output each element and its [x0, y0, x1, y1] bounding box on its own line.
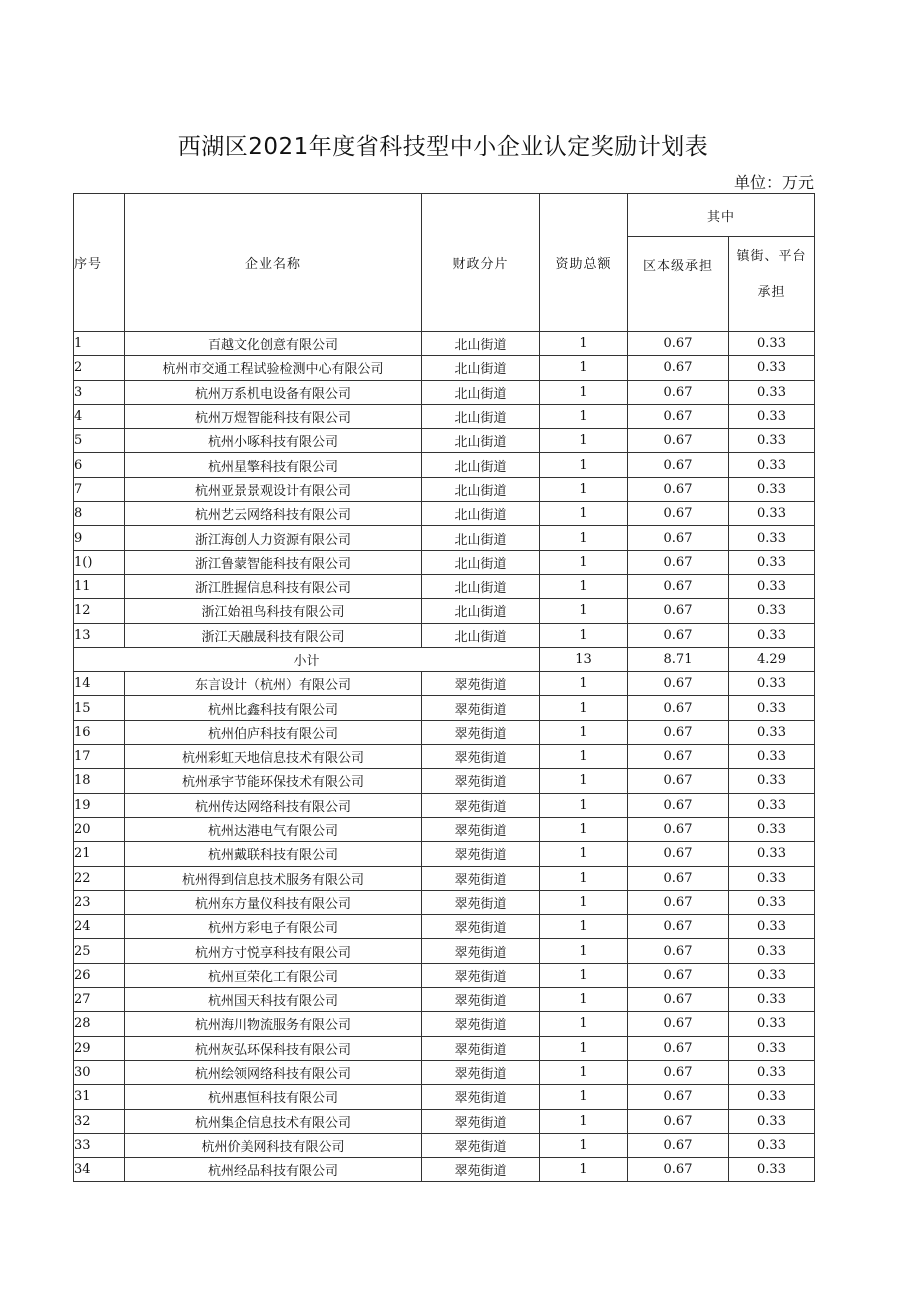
row-district: 翠苑街道 [422, 866, 540, 890]
row-total: 1 [540, 1012, 628, 1036]
row-town-share: 0.33 [729, 963, 815, 987]
row-company-name: 百越文化创意有限公司 [125, 332, 422, 356]
row-total: 1 [540, 502, 628, 526]
row-district: 翠苑街道 [422, 1085, 540, 1109]
row-total: 1 [540, 477, 628, 501]
row-total: 1 [540, 356, 628, 380]
row-district-share: 0.67 [628, 356, 729, 380]
row-district: 翠苑街道 [422, 1158, 540, 1182]
row-total: 1 [540, 696, 628, 720]
row-company-name: 杭州亘荣化工有限公司 [125, 963, 422, 987]
row-seq: 26 [74, 963, 125, 987]
subtotal-label: 小计 [74, 647, 540, 671]
row-total: 1 [540, 623, 628, 647]
row-town-share: 0.33 [729, 988, 815, 1012]
row-district: 翠苑街道 [422, 769, 540, 793]
row-seq: 8 [74, 502, 125, 526]
row-total: 1 [540, 866, 628, 890]
row-company-name: 浙江胜握信息科技有限公司 [125, 574, 422, 598]
table-row [74, 550, 815, 574]
page-title: 西湖区2021年度省科技型中小企业认定奖励计划表 [177, 134, 709, 160]
row-company-name: 东言设计（杭州）有限公司 [125, 672, 422, 696]
row-total: 1 [540, 1109, 628, 1133]
row-company-name: 杭州市交通工程试验检测中心有限公司 [125, 356, 422, 380]
row-district-share: 0.67 [628, 842, 729, 866]
row-seq: 31 [74, 1085, 125, 1109]
table-row [74, 988, 815, 1012]
row-seq: 29 [74, 1036, 125, 1060]
row-company-name: 杭州惠恒科技有限公司 [125, 1085, 422, 1109]
row-district-share: 0.67 [628, 817, 729, 841]
row-town-share: 0.33 [729, 404, 815, 428]
row-seq: 11 [74, 574, 125, 598]
row-total: 1 [540, 769, 628, 793]
table-row [74, 526, 815, 550]
table-row [74, 817, 815, 841]
row-total: 1 [540, 963, 628, 987]
row-town-share: 0.33 [729, 526, 815, 550]
row-total: 1 [540, 745, 628, 769]
row-town-share: 0.33 [729, 939, 815, 963]
row-company-name: 杭州方寸悦享科技有限公司 [125, 939, 422, 963]
row-district: 翠苑街道 [422, 1133, 540, 1157]
row-district: 翠苑街道 [422, 1012, 540, 1036]
row-company-name: 杭州戴联科技有限公司 [125, 842, 422, 866]
row-district-share: 0.67 [628, 332, 729, 356]
row-company-name: 杭州万系机电设备有限公司 [125, 380, 422, 404]
row-seq: 2 [74, 356, 125, 380]
table-row [74, 696, 815, 720]
row-seq: 15 [74, 696, 125, 720]
table-row [74, 866, 815, 890]
table-row [74, 1109, 815, 1133]
row-district: 翠苑街道 [422, 842, 540, 866]
row-seq: 22 [74, 866, 125, 890]
row-company-name: 杭州艺云网络科技有限公司 [125, 502, 422, 526]
table-row [74, 380, 815, 404]
row-company-name: 杭州达港电气有限公司 [125, 817, 422, 841]
row-seq: 5 [74, 429, 125, 453]
row-district-share: 0.67 [628, 915, 729, 939]
row-seq: 18 [74, 769, 125, 793]
row-company-name: 杭州灰弘环保科技有限公司 [125, 1036, 422, 1060]
row-district-share: 0.67 [628, 429, 729, 453]
row-district: 翠苑街道 [422, 745, 540, 769]
row-total: 1 [540, 915, 628, 939]
row-district: 翠苑街道 [422, 817, 540, 841]
row-company-name: 杭州传达网络科技有限公司 [125, 793, 422, 817]
row-town-share: 0.33 [729, 842, 815, 866]
row-town-share: 0.33 [729, 380, 815, 404]
row-district: 北山街道 [422, 404, 540, 428]
row-district: 翠苑街道 [422, 672, 540, 696]
row-district: 北山街道 [422, 599, 540, 623]
row-town-share: 0.33 [729, 866, 815, 890]
row-seq: 9 [74, 526, 125, 550]
header-seq: 序号 [74, 194, 125, 332]
table-row [74, 623, 815, 647]
row-town-share: 0.33 [729, 1012, 815, 1036]
row-seq: 13 [74, 623, 125, 647]
row-district: 北山街道 [422, 477, 540, 501]
row-district-share: 0.67 [628, 1060, 729, 1084]
table-row [74, 404, 815, 428]
row-district-share: 0.67 [628, 696, 729, 720]
row-total: 1 [540, 842, 628, 866]
row-company-name: 杭州绘领网络科技有限公司 [125, 1060, 422, 1084]
row-town-share: 0.33 [729, 696, 815, 720]
row-total: 1 [540, 890, 628, 914]
row-district: 北山街道 [422, 550, 540, 574]
row-town-share: 0.33 [729, 1109, 815, 1133]
row-seq: 34 [74, 1158, 125, 1182]
row-seq: 14 [74, 672, 125, 696]
row-district-share: 0.67 [628, 623, 729, 647]
row-total: 1 [540, 793, 628, 817]
row-total: 1 [540, 404, 628, 428]
table-row [74, 915, 815, 939]
row-district-share: 0.67 [628, 477, 729, 501]
row-district: 翠苑街道 [422, 696, 540, 720]
row-district-share: 0.67 [628, 550, 729, 574]
table-row [74, 599, 815, 623]
row-seq: 28 [74, 1012, 125, 1036]
header-town-share [729, 237, 815, 332]
row-town-share: 0.33 [729, 793, 815, 817]
row-seq: 19 [74, 793, 125, 817]
row-company-name: 杭州价美网科技有限公司 [125, 1133, 422, 1157]
row-seq: 33 [74, 1133, 125, 1157]
table-row [74, 1085, 815, 1109]
row-district-share: 0.67 [628, 745, 729, 769]
row-district-share: 0.67 [628, 963, 729, 987]
table-row [74, 1158, 815, 1182]
header-town-share-line2: 承担 [757, 285, 786, 300]
unit-label: 单位：万元 [733, 173, 814, 192]
table-row [74, 842, 815, 866]
table-row [74, 1012, 815, 1036]
table-row [74, 672, 815, 696]
table-row [74, 963, 815, 987]
table-row [74, 574, 815, 598]
row-district-share: 0.67 [628, 380, 729, 404]
row-total: 1 [540, 332, 628, 356]
row-district: 北山街道 [422, 502, 540, 526]
row-town-share: 0.33 [729, 1133, 815, 1157]
table-row [74, 793, 815, 817]
row-town-share: 0.33 [729, 332, 815, 356]
row-district-share: 0.67 [628, 1109, 729, 1133]
row-district-share: 0.67 [628, 793, 729, 817]
row-town-share: 0.33 [729, 817, 815, 841]
row-company-name: 杭州东方量仪科技有限公司 [125, 890, 422, 914]
row-town-share: 0.33 [729, 769, 815, 793]
row-town-share: 0.33 [729, 915, 815, 939]
subtotal-row [74, 647, 815, 671]
row-district: 翠苑街道 [422, 939, 540, 963]
row-company-name: 杭州小啄科技有限公司 [125, 429, 422, 453]
row-total: 1 [540, 526, 628, 550]
row-seq: 20 [74, 817, 125, 841]
table-row [74, 939, 815, 963]
row-district-share: 0.67 [628, 1133, 729, 1157]
row-total: 1 [540, 988, 628, 1012]
table-row [74, 769, 815, 793]
row-district-share: 0.67 [628, 502, 729, 526]
row-district-share: 0.67 [628, 574, 729, 598]
row-company-name: 杭州方彩电子有限公司 [125, 915, 422, 939]
row-district-share: 0.67 [628, 890, 729, 914]
row-total: 1 [540, 453, 628, 477]
row-town-share: 0.33 [729, 1158, 815, 1182]
row-total: 1 [540, 380, 628, 404]
row-total: 1 [540, 574, 628, 598]
row-town-share: 0.33 [729, 1060, 815, 1084]
row-seq: 1() [74, 550, 125, 574]
header-row-1 [74, 194, 815, 237]
row-total: 1 [540, 672, 628, 696]
row-district-share: 0.67 [628, 672, 729, 696]
row-district: 翠苑街道 [422, 915, 540, 939]
row-district: 北山街道 [422, 574, 540, 598]
row-district: 北山街道 [422, 332, 540, 356]
row-district-share: 0.67 [628, 769, 729, 793]
row-company-name: 杭州国天科技有限公司 [125, 988, 422, 1012]
row-company-name: 杭州万煜智能科技有限公司 [125, 404, 422, 428]
row-company-name: 杭州得到信息技术服务有限公司 [125, 866, 422, 890]
row-total: 1 [540, 599, 628, 623]
row-seq: 12 [74, 599, 125, 623]
row-town-share: 0.33 [729, 477, 815, 501]
row-district: 翠苑街道 [422, 963, 540, 987]
subtotal-town-share: 4.29 [729, 647, 815, 671]
row-total: 1 [540, 1036, 628, 1060]
row-district-share: 0.67 [628, 1158, 729, 1182]
row-company-name: 杭州集企信息技术有限公司 [125, 1109, 422, 1133]
header-district-share: 区本级承担 [628, 237, 729, 332]
table-row [74, 477, 815, 501]
row-company-name: 浙江始祖鸟科技有限公司 [125, 599, 422, 623]
row-seq: 7 [74, 477, 125, 501]
row-seq: 6 [74, 453, 125, 477]
table-row [74, 453, 815, 477]
row-seq: 3 [74, 380, 125, 404]
row-town-share: 0.33 [729, 356, 815, 380]
header-town-share-line1: 镇街、平台 [736, 249, 807, 264]
row-seq: 25 [74, 939, 125, 963]
row-seq: 23 [74, 890, 125, 914]
row-seq: 4 [74, 404, 125, 428]
row-district-share: 0.67 [628, 404, 729, 428]
row-district: 北山街道 [422, 526, 540, 550]
row-town-share: 0.33 [729, 672, 815, 696]
row-total: 1 [540, 720, 628, 744]
row-district: 翠苑街道 [422, 988, 540, 1012]
row-total: 1 [540, 1158, 628, 1182]
row-district: 翠苑街道 [422, 890, 540, 914]
row-district-share: 0.67 [628, 1085, 729, 1109]
row-total: 1 [540, 1133, 628, 1157]
row-district-share: 0.67 [628, 1012, 729, 1036]
row-company-name: 杭州星擎科技有限公司 [125, 453, 422, 477]
row-company-name: 浙江天融晟科技有限公司 [125, 623, 422, 647]
row-total: 1 [540, 1085, 628, 1109]
table-row [74, 429, 815, 453]
row-town-share: 0.33 [729, 890, 815, 914]
row-total: 1 [540, 429, 628, 453]
table-row [74, 1133, 815, 1157]
row-company-name: 杭州亚景景观设计有限公司 [125, 477, 422, 501]
row-district: 翠苑街道 [422, 1109, 540, 1133]
row-company-name: 杭州海川物流服务有限公司 [125, 1012, 422, 1036]
row-seq: 32 [74, 1109, 125, 1133]
row-town-share: 0.33 [729, 1085, 815, 1109]
row-town-share: 0.33 [729, 1036, 815, 1060]
row-company-name: 杭州伯庐科技有限公司 [125, 720, 422, 744]
row-company-name: 杭州彩虹天地信息技术有限公司 [125, 745, 422, 769]
row-company-name: 杭州经品科技有限公司 [125, 1158, 422, 1182]
header-district: 财政分片 [422, 194, 540, 332]
row-total: 1 [540, 1060, 628, 1084]
header-total: 资助总额 [540, 194, 628, 332]
row-town-share: 0.33 [729, 745, 815, 769]
row-town-share: 0.33 [729, 720, 815, 744]
row-seq: 17 [74, 745, 125, 769]
row-company-name: 杭州承宇节能环保技术有限公司 [125, 769, 422, 793]
row-town-share: 0.33 [729, 429, 815, 453]
row-district-share: 0.67 [628, 939, 729, 963]
row-town-share: 0.33 [729, 599, 815, 623]
row-town-share: 0.33 [729, 623, 815, 647]
row-total: 1 [540, 550, 628, 574]
row-district-share: 0.67 [628, 526, 729, 550]
award-table [73, 193, 815, 1182]
row-company-name: 浙江海创人力资源有限公司 [125, 526, 422, 550]
header-of-which: 其中 [628, 194, 815, 237]
row-district-share: 0.67 [628, 599, 729, 623]
row-district: 北山街道 [422, 623, 540, 647]
row-district: 北山街道 [422, 453, 540, 477]
row-district-share: 0.67 [628, 453, 729, 477]
table-row [74, 356, 815, 380]
row-company-name: 杭州比鑫科技有限公司 [125, 696, 422, 720]
row-town-share: 0.33 [729, 453, 815, 477]
row-town-share: 0.33 [729, 502, 815, 526]
subtotal-total: 13 [540, 647, 628, 671]
subtotal-district-share: 8.71 [628, 647, 729, 671]
row-district-share: 0.67 [628, 866, 729, 890]
row-district: 翠苑街道 [422, 1060, 540, 1084]
table-row [74, 1060, 815, 1084]
row-district-share: 0.67 [628, 1036, 729, 1060]
table-row [74, 332, 815, 356]
table-row [74, 745, 815, 769]
row-district: 北山街道 [422, 380, 540, 404]
row-seq: 21 [74, 842, 125, 866]
row-district: 翠苑街道 [422, 793, 540, 817]
row-seq: 16 [74, 720, 125, 744]
row-district: 北山街道 [422, 356, 540, 380]
row-total: 1 [540, 817, 628, 841]
row-seq: 27 [74, 988, 125, 1012]
row-district-share: 0.67 [628, 988, 729, 1012]
row-seq: 24 [74, 915, 125, 939]
row-district: 翠苑街道 [422, 720, 540, 744]
table-row [74, 502, 815, 526]
row-total: 1 [540, 939, 628, 963]
table-row [74, 720, 815, 744]
row-town-share: 0.33 [729, 550, 815, 574]
row-town-share: 0.33 [729, 574, 815, 598]
row-seq: 1 [74, 332, 125, 356]
row-seq: 30 [74, 1060, 125, 1084]
table-row [74, 1036, 815, 1060]
header-name: 企业名称 [125, 194, 422, 332]
row-district-share: 0.67 [628, 720, 729, 744]
table-row [74, 890, 815, 914]
row-company-name: 浙江鲁蒙智能科技有限公司 [125, 550, 422, 574]
row-district: 北山街道 [422, 429, 540, 453]
row-district: 翠苑街道 [422, 1036, 540, 1060]
